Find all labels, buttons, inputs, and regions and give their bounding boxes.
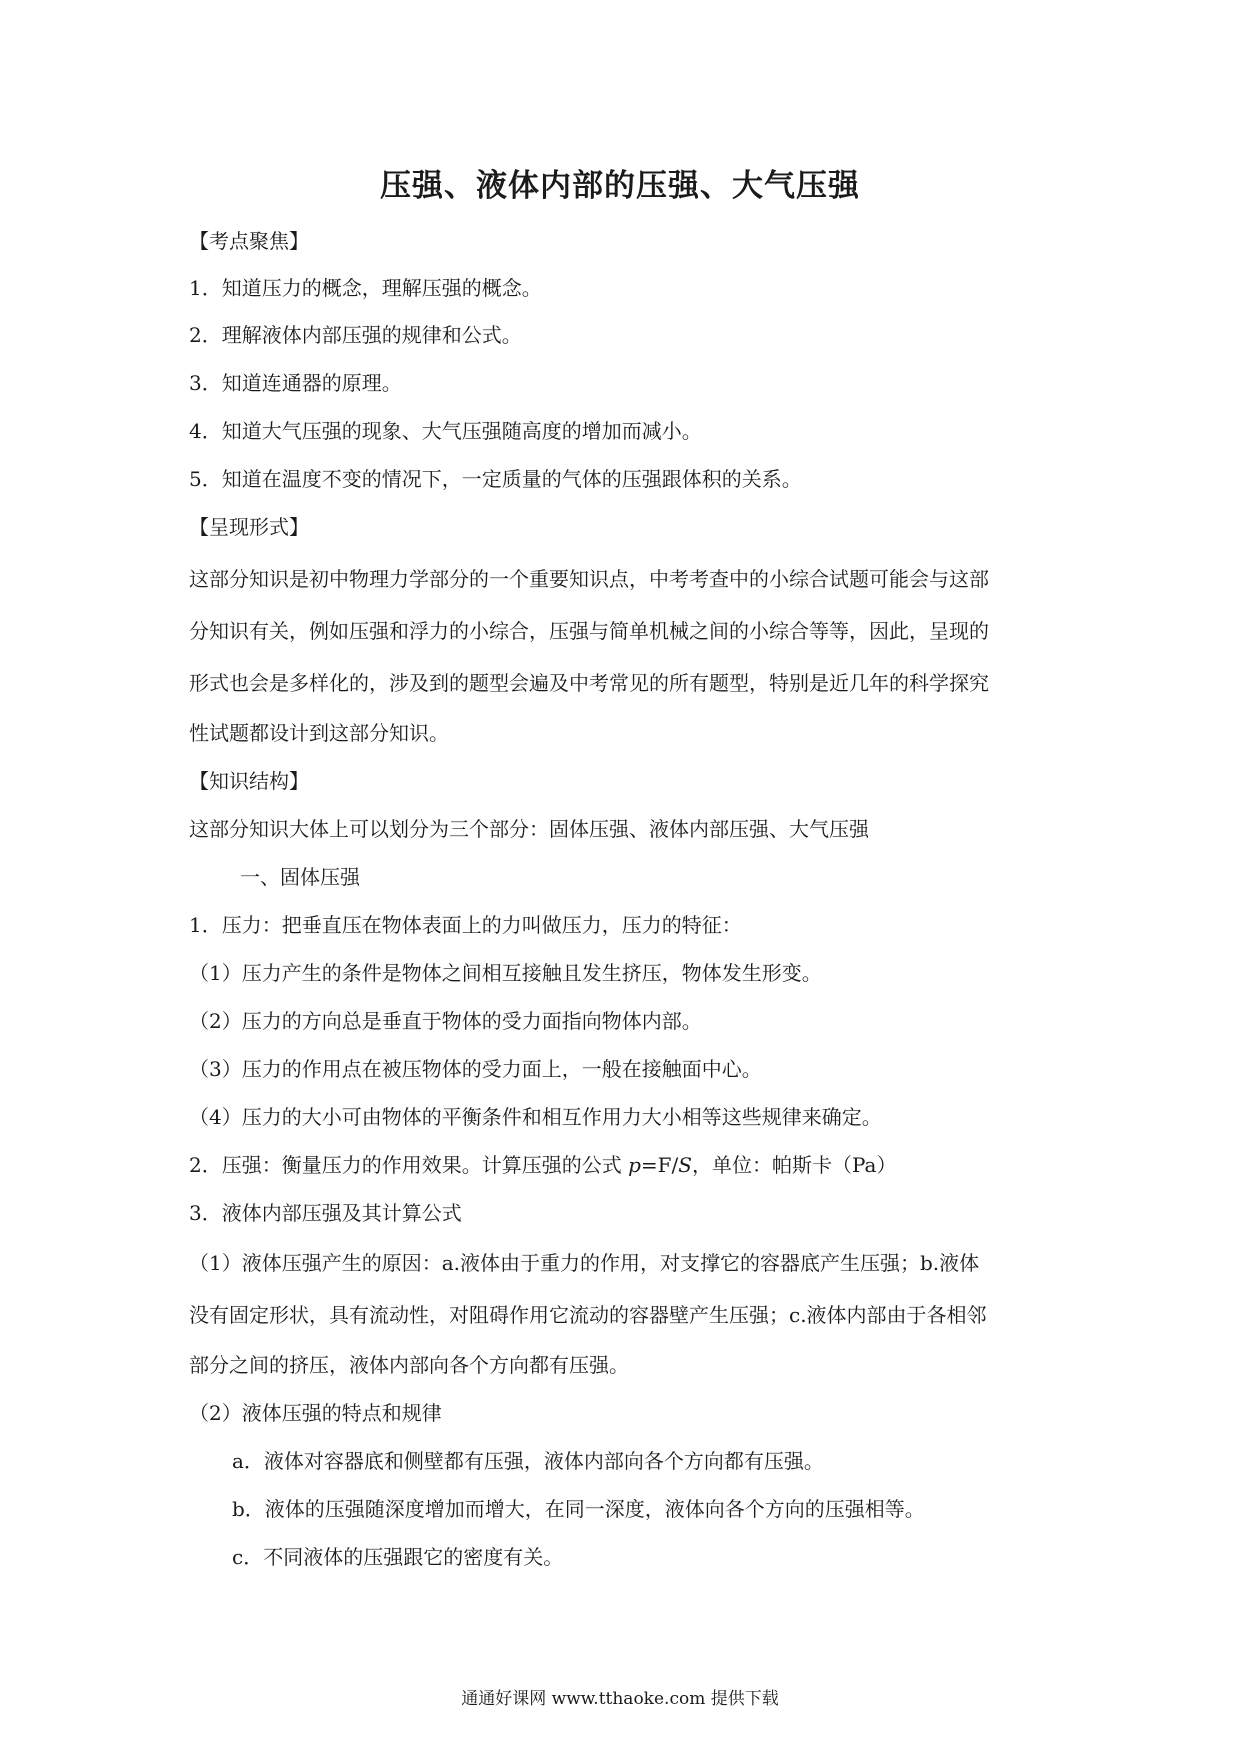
form-header: 【呈现形式】 bbox=[189, 515, 309, 539]
liquid-cause-line-1: （1）液体压强产生的原因：a.液体由于重力的作用，对支撑它的容器底产生压强；b.液体 bbox=[189, 1251, 980, 1275]
liquid-feature-heading: （2）液体压强的特点和规律 bbox=[189, 1401, 442, 1425]
force-item-3: （3）压力的作用点在被压物体的受力面上，一般在接触面中心。 bbox=[189, 1057, 762, 1081]
page-footer: 通通好课网 www.tthaoke.com 提供下载 bbox=[461, 1689, 779, 1709]
focus-item-1: 1．知道压力的概念，理解压强的概念。 bbox=[189, 276, 542, 300]
page-title: 压强、液体内部的压强、大气压强 bbox=[380, 168, 860, 204]
liquid-feature-a: a．液体对容器底和侧壁都有压强，液体内部向各个方向都有压强。 bbox=[232, 1449, 824, 1473]
formula-equals: =F/ bbox=[640, 1153, 679, 1177]
liquid-cause-line-3: 部分之间的挤压，液体内部向各个方向都有压强。 bbox=[189, 1353, 629, 1377]
formula-s: S bbox=[678, 1153, 692, 1177]
pressure-unit: ，单位：帕斯卡（Pa） bbox=[691, 1153, 897, 1177]
form-line-2: 分知识有关，例如压强和浮力的小综合，压强与简单机械之间的小综合等等，因此，呈现的 bbox=[189, 619, 989, 643]
structure-header: 【知识结构】 bbox=[189, 769, 309, 793]
solid-pressure-heading: 一、固体压强 bbox=[240, 865, 360, 889]
liquid-feature-b: b．液体的压强随深度增加而增大，在同一深度，液体向各个方向的压强相等。 bbox=[232, 1497, 925, 1521]
liquid-feature-c: c．不同液体的压强跟它的密度有关。 bbox=[232, 1545, 564, 1569]
form-line-3: 形式也会是多样化的，涉及到的题型会遍及中考常见的所有题型，特别是近几年的科学探究 bbox=[189, 671, 989, 695]
focus-item-5: 5．知道在温度不变的情况下，一定质量的气体的压强跟体积的关系。 bbox=[189, 467, 802, 491]
form-line-1: 这部分知识是初中物理力学部分的一个重要知识点，中考考查中的小综合试题可能会与这部 bbox=[189, 567, 989, 591]
focus-item-2: 2．理解液体内部压强的规律和公式。 bbox=[189, 323, 522, 347]
liquid-cause-line-2: 没有固定形状，具有流动性，对阻碍作用它流动的容器壁产生压强；c.液体内部由于各相邻 bbox=[189, 1303, 987, 1327]
pressure-definition bbox=[189, 1152, 896, 1178]
pressure-definition-text: 2．压强：衡量压力的作用效果。计算压强的公式 bbox=[189, 1153, 629, 1177]
focus-item-3: 3．知道连通器的原理。 bbox=[189, 371, 402, 395]
focus-item-4: 4．知道大气压强的现象、大气压强随高度的增加而减小。 bbox=[189, 419, 702, 443]
liquid-pressure-heading: 3．液体内部压强及其计算公式 bbox=[189, 1201, 462, 1225]
force-item-2: （2）压力的方向总是垂直于物体的受力面指向物体内部。 bbox=[189, 1009, 702, 1033]
formula-p: p bbox=[628, 1153, 641, 1177]
form-line-4: 性试题都设计到这部分知识。 bbox=[189, 721, 449, 745]
force-item-4: （4）压力的大小可由物体的平衡条件和相互作用力大小相等这些规律来确定。 bbox=[189, 1105, 882, 1129]
focus-header: 【考点聚焦】 bbox=[189, 229, 309, 253]
structure-intro: 这部分知识大体上可以划分为三个部分：固体压强、液体内部压强、大气压强 bbox=[189, 817, 869, 841]
force-item-1: （1）压力产生的条件是物体之间相互接触且发生挤压，物体发生形变。 bbox=[189, 961, 822, 985]
pressure-force-definition: 1．压力：把垂直压在物体表面上的力叫做压力，压力的特征： bbox=[189, 913, 742, 937]
